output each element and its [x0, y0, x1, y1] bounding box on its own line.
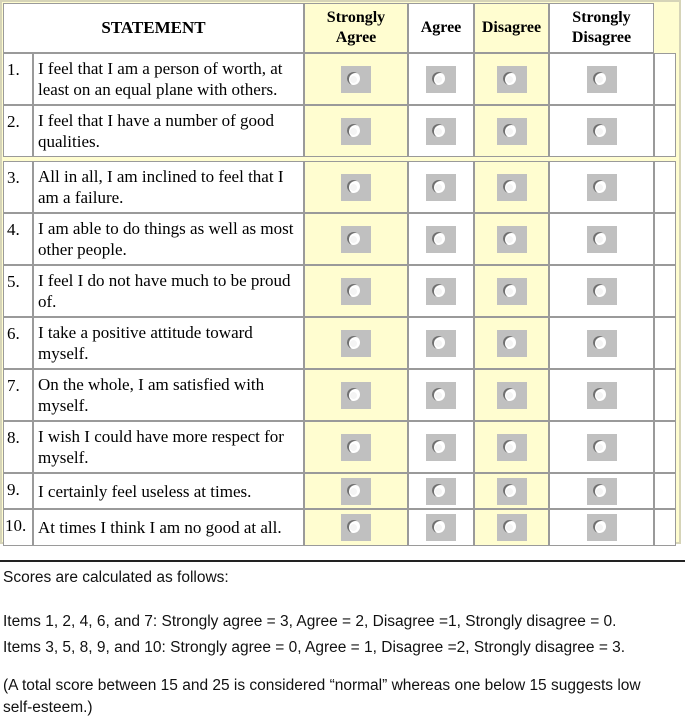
table-row	[3, 265, 676, 317]
cell-agree	[408, 53, 474, 105]
table-row	[3, 509, 676, 546]
cell-strongly-disagree	[549, 265, 654, 317]
radio-strongly-disagree[interactable]	[587, 174, 617, 201]
item-statement: I take a positive attitude toward myself.	[33, 317, 304, 369]
cell-strongly-agree	[304, 161, 408, 213]
radio-agree[interactable]	[426, 66, 456, 93]
item-statement: I feel I do not have much to be proud of.	[33, 265, 304, 317]
radio-strongly-agree[interactable]	[341, 174, 371, 201]
radio-agree[interactable]	[426, 478, 456, 505]
cell-strongly-agree	[304, 53, 408, 105]
radio-strongly-agree[interactable]	[341, 382, 371, 409]
cell-strongly-disagree	[549, 53, 654, 105]
row-spacer	[654, 369, 676, 421]
cell-agree	[408, 509, 474, 546]
radio-strongly-disagree[interactable]	[587, 478, 617, 505]
row-spacer	[654, 473, 676, 509]
item-number: 3.	[3, 161, 33, 213]
table-row	[3, 53, 676, 105]
radio-disagree[interactable]	[497, 434, 527, 461]
cell-disagree	[474, 473, 549, 509]
radio-strongly-disagree[interactable]	[587, 118, 617, 145]
item-statement: I feel that I am a person of worth, at least on an equal plane with others.	[33, 53, 304, 105]
row-spacer	[654, 265, 676, 317]
cell-agree	[408, 105, 474, 157]
section-divider	[0, 560, 685, 562]
radio-disagree[interactable]	[497, 514, 527, 541]
header-strongly-agree: Strongly Agree	[304, 3, 408, 53]
item-number: 9.	[3, 473, 33, 509]
cell-strongly-disagree	[549, 369, 654, 421]
item-statement: I feel that I have a number of good qualities.	[33, 105, 304, 157]
cell-strongly-disagree	[549, 213, 654, 265]
survey-table-top	[3, 3, 676, 157]
table-row	[3, 369, 676, 421]
scoring-interpretation: (A total score between 15 and 25 is considered “normal” whereas one below 15 suggests low self-esteem.)	[3, 677, 641, 716]
radio-strongly-agree[interactable]	[341, 118, 371, 145]
cell-strongly-disagree	[549, 509, 654, 546]
header-disagree: Disagree	[474, 3, 549, 53]
radio-disagree[interactable]	[497, 330, 527, 357]
radio-strongly-agree[interactable]	[341, 66, 371, 93]
radio-disagree[interactable]	[497, 174, 527, 201]
cell-strongly-agree	[304, 369, 408, 421]
table-row	[3, 317, 676, 369]
cell-strongly-agree	[304, 265, 408, 317]
radio-strongly-disagree[interactable]	[587, 330, 617, 357]
table-row	[3, 421, 676, 473]
radio-strongly-disagree[interactable]	[587, 226, 617, 253]
cell-disagree	[474, 369, 549, 421]
row-spacer	[654, 53, 676, 105]
radio-strongly-agree[interactable]	[341, 226, 371, 253]
cell-strongly-agree	[304, 421, 408, 473]
item-number: 4.	[3, 213, 33, 265]
row-spacer	[654, 161, 676, 213]
cell-disagree	[474, 317, 549, 369]
item-statement: I wish I could have more respect for myself.	[33, 421, 304, 473]
cell-agree	[408, 369, 474, 421]
table-row	[3, 105, 676, 157]
cell-strongly-disagree	[549, 421, 654, 473]
cell-strongly-disagree	[549, 105, 654, 157]
item-statement: I am able to do things as well as most other people.	[33, 213, 304, 265]
radio-strongly-disagree[interactable]	[587, 514, 617, 541]
cell-strongly-agree	[304, 317, 408, 369]
cell-agree	[408, 265, 474, 317]
header-spacer	[654, 3, 676, 53]
radio-strongly-agree[interactable]	[341, 330, 371, 357]
radio-disagree[interactable]	[497, 278, 527, 305]
row-spacer	[654, 317, 676, 369]
cell-disagree	[474, 213, 549, 265]
item-number: 8.	[3, 421, 33, 473]
cell-agree	[408, 421, 474, 473]
cell-strongly-agree	[304, 105, 408, 157]
radio-disagree[interactable]	[497, 382, 527, 409]
cell-strongly-disagree	[549, 161, 654, 213]
radio-strongly-disagree[interactable]	[587, 434, 617, 461]
cell-strongly-disagree	[549, 473, 654, 509]
scoring-intro: Scores are calculated as follows:	[3, 569, 229, 586]
radio-strongly-agree[interactable]	[341, 478, 371, 505]
item-number: 7.	[3, 369, 33, 421]
radio-agree[interactable]	[426, 226, 456, 253]
cell-disagree	[474, 421, 549, 473]
item-number: 2.	[3, 105, 33, 157]
cell-strongly-agree	[304, 509, 408, 546]
item-number: 6.	[3, 317, 33, 369]
table-row	[3, 161, 676, 213]
row-spacer	[654, 421, 676, 473]
cell-disagree	[474, 53, 549, 105]
radio-agree[interactable]	[426, 174, 456, 201]
cell-strongly-agree	[304, 473, 408, 509]
item-statement: On the whole, I am satisfied with myself.	[33, 369, 304, 421]
cell-disagree	[474, 509, 549, 546]
header-statement: STATEMENT	[3, 3, 304, 53]
table-row	[3, 213, 676, 265]
header-strongly-disagree: Strongly Disagree	[549, 3, 654, 53]
row-spacer	[654, 105, 676, 157]
radio-agree[interactable]	[426, 382, 456, 409]
cell-strongly-disagree	[549, 317, 654, 369]
radio-strongly-agree[interactable]	[341, 434, 371, 461]
radio-strongly-disagree[interactable]	[587, 382, 617, 409]
scoring-positive-items: Items 1, 2, 4, 6, and 7: Strongly agree = 3, Agree = 2, Disagree =1, Strongly disagree = 0.	[3, 613, 617, 630]
radio-agree[interactable]	[426, 514, 456, 541]
cell-strongly-agree	[304, 213, 408, 265]
radio-agree[interactable]	[426, 330, 456, 357]
cell-disagree	[474, 265, 549, 317]
radio-disagree[interactable]	[497, 118, 527, 145]
item-number: 1.	[3, 53, 33, 105]
radio-strongly-agree[interactable]	[341, 514, 371, 541]
radio-disagree[interactable]	[497, 226, 527, 253]
item-statement: I certainly feel useless at times.	[33, 473, 304, 509]
radio-agree[interactable]	[426, 434, 456, 461]
item-statement: At times I think I am no good at all.	[33, 509, 304, 546]
cell-agree	[408, 473, 474, 509]
item-statement: All in all, I am inclined to feel that I am a failure.	[33, 161, 304, 213]
header-agree: Agree	[408, 3, 474, 53]
scoring-negative-items: Items 3, 5, 8, 9, and 10: Strongly agree = 0, Agree = 1, Disagree =2, Strongly disagree = 3.	[3, 639, 626, 656]
radio-agree[interactable]	[426, 118, 456, 145]
cell-agree	[408, 161, 474, 213]
radio-strongly-disagree[interactable]	[587, 278, 617, 305]
radio-disagree[interactable]	[497, 478, 527, 505]
header-row	[3, 3, 676, 53]
item-number: 10.	[3, 509, 33, 546]
radio-disagree[interactable]	[497, 66, 527, 93]
table-row	[3, 473, 676, 509]
row-spacer	[654, 213, 676, 265]
cell-disagree	[474, 105, 549, 157]
item-number: 5.	[3, 265, 33, 317]
row-spacer	[654, 509, 676, 546]
survey-table-bottom	[3, 161, 676, 546]
radio-agree[interactable]	[426, 278, 456, 305]
cell-disagree	[474, 161, 549, 213]
radio-strongly-disagree[interactable]	[587, 66, 617, 93]
cell-agree	[408, 213, 474, 265]
cell-agree	[408, 317, 474, 369]
radio-strongly-agree[interactable]	[341, 278, 371, 305]
